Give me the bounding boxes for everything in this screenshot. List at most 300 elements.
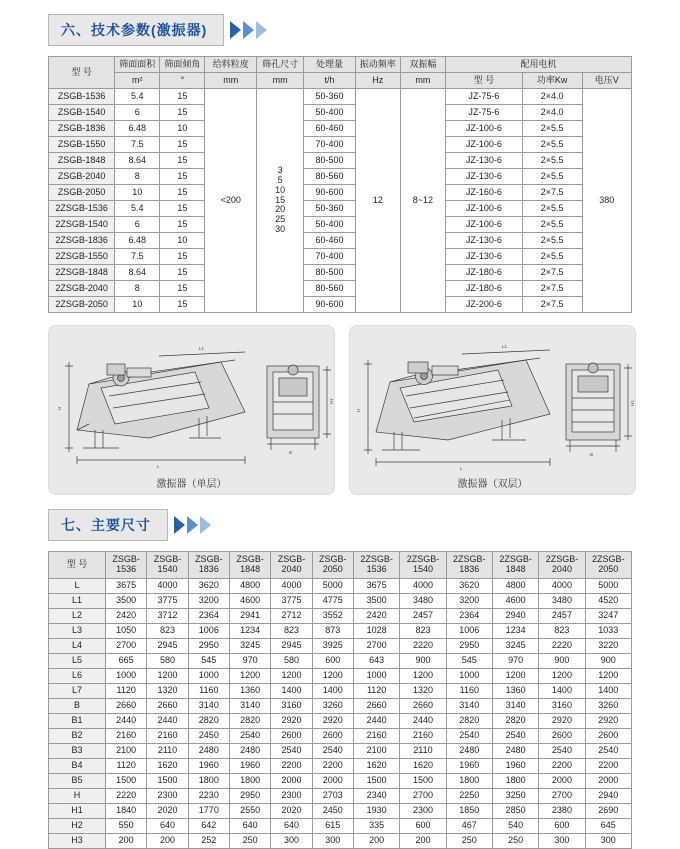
col-header: 2ZSGB-1540 <box>400 552 446 579</box>
unit-capacity: t/h <box>304 73 355 89</box>
cell-dimension: 1360 <box>492 684 538 699</box>
cell-angle: 10 <box>160 233 205 249</box>
table-row <box>49 699 632 714</box>
aperture-15: 15 <box>275 194 286 205</box>
cell-motor-model: JZ-160-6 <box>446 185 523 201</box>
cell-model: ZSGB-1836 <box>49 121 115 137</box>
cell-area: 10 <box>115 185 160 201</box>
cell-capacity: 50-400 <box>304 105 355 121</box>
cell-angle: 15 <box>160 217 205 233</box>
cell-motor-power: 2×5.5 <box>522 201 582 217</box>
row-label: H3 <box>49 834 106 849</box>
cell-dimension: 3260 <box>585 699 631 714</box>
unit-area: m² <box>115 73 160 89</box>
col-header: ZSGB-1536 <box>106 552 147 579</box>
cell-dimension: 1200 <box>492 669 538 684</box>
cell-dimension: 2550 <box>229 804 270 819</box>
cell-motor-model: JZ-130-6 <box>446 233 523 249</box>
cell-dimension: 2600 <box>271 729 312 744</box>
cell-angle: 15 <box>160 89 205 105</box>
col-feed-size: 给料粒度 <box>205 57 256 73</box>
table-row <box>49 804 632 819</box>
cell-dimension: 1800 <box>492 774 538 789</box>
cell-dimension: 2200 <box>271 759 312 774</box>
cell-motor-power: 2×7.5 <box>522 281 582 297</box>
cell-motor-power: 2×5.5 <box>522 217 582 233</box>
cell-dimension: 1000 <box>188 669 229 684</box>
table-row <box>49 789 632 804</box>
cell-dimension: 640 <box>271 819 312 834</box>
cell-dimension: 300 <box>312 834 353 849</box>
cell-dimension: 2480 <box>446 744 492 759</box>
cell-dimension: 3160 <box>539 699 585 714</box>
cell-dimension: 2950 <box>229 789 270 804</box>
col-motor-voltage: 电压V <box>582 73 631 89</box>
cell-capacity: 50-360 <box>304 89 355 105</box>
cell-dimension: 467 <box>446 819 492 834</box>
col-header: ZSGB-1848 <box>229 552 270 579</box>
cell-dimension: 3200 <box>446 594 492 609</box>
row-label: B3 <box>49 744 106 759</box>
cell-dimension: 250 <box>446 834 492 849</box>
table-row <box>49 819 632 834</box>
cell-dimension: 2920 <box>585 714 631 729</box>
cell-aperture-list <box>256 89 303 313</box>
svg-text:L: L <box>460 466 463 471</box>
row-label: H1 <box>49 804 106 819</box>
svg-text:B: B <box>289 450 293 455</box>
cell-dimension: 823 <box>539 624 585 639</box>
svg-text:L1: L1 <box>502 344 508 349</box>
cell-dimension: 3250 <box>492 789 538 804</box>
cell-dimension: 3500 <box>106 594 147 609</box>
cell-dimension: 2920 <box>271 714 312 729</box>
cell-dimension: 1400 <box>539 684 585 699</box>
cell-area: 8.64 <box>115 153 160 169</box>
table-header-row-2 <box>49 73 632 89</box>
cell-dimension: 2920 <box>539 714 585 729</box>
dimensions-body <box>49 579 632 849</box>
row-label: B1 <box>49 714 106 729</box>
table-row <box>49 669 632 684</box>
table-row <box>49 89 632 105</box>
cell-dimension: 545 <box>188 654 229 669</box>
cell-dimension: 1200 <box>539 669 585 684</box>
cell-dimension: 600 <box>400 819 446 834</box>
cell-dimension: 4000 <box>539 579 585 594</box>
cell-dimension: 550 <box>106 819 147 834</box>
cell-dimension: 2450 <box>312 804 353 819</box>
cell-dimension: 4800 <box>492 579 538 594</box>
table-row <box>49 105 632 121</box>
cell-dimension: 2230 <box>188 789 229 804</box>
cell-dimension: 2364 <box>446 609 492 624</box>
cell-dimension: 2457 <box>539 609 585 624</box>
cell-dimension: 2660 <box>106 699 147 714</box>
cell-dimension: 823 <box>400 624 446 639</box>
cell-dimension: 1234 <box>492 624 538 639</box>
row-label: B5 <box>49 774 106 789</box>
cell-dimension: 900 <box>400 654 446 669</box>
col-aperture: 筛孔尺寸 <box>256 57 303 73</box>
cell-dimension: 1120 <box>106 759 147 774</box>
cell-dimension: 2000 <box>539 774 585 789</box>
table-row <box>49 654 632 669</box>
cell-capacity: 90-600 <box>304 185 355 201</box>
cell-area: 7.5 <box>115 249 160 265</box>
figure-row <box>48 325 680 495</box>
cell-dimension: 1200 <box>271 669 312 684</box>
cell-dimension: 3140 <box>492 699 538 714</box>
cell-model: 2ZSGB-1550 <box>49 249 115 265</box>
cell-dimension: 1234 <box>229 624 270 639</box>
row-label: L5 <box>49 654 106 669</box>
cell-dimension: 2600 <box>312 729 353 744</box>
unit-angle: ° <box>160 73 205 89</box>
cell-dimension: 300 <box>271 834 312 849</box>
cell-dimension: 2020 <box>147 804 188 819</box>
section-header-params <box>48 14 680 46</box>
table-row <box>49 684 632 699</box>
cell-dimension: 2540 <box>539 744 585 759</box>
cell-dimension: 2440 <box>147 714 188 729</box>
cell-dimension: 2457 <box>400 609 446 624</box>
cell-dimension: 2340 <box>353 789 399 804</box>
cell-dimension: 2700 <box>400 789 446 804</box>
cell-dimension: 1850 <box>446 804 492 819</box>
cell-dimension: 2941 <box>229 609 270 624</box>
cell-dimension: 2480 <box>188 744 229 759</box>
cell-dimension: 2364 <box>188 609 229 624</box>
cell-dimension: 3775 <box>271 594 312 609</box>
cell-dimension: 2100 <box>353 744 399 759</box>
vibrator-single-deck-drawing <box>49 326 334 476</box>
table-row <box>49 729 632 744</box>
col-header: 2ZSGB-2040 <box>539 552 585 579</box>
cell-dimension: 3200 <box>188 594 229 609</box>
cell-dimension: 2700 <box>353 639 399 654</box>
col-frequency: 振动频率 <box>355 57 400 73</box>
row-label: H2 <box>49 819 106 834</box>
cell-dimension: 2110 <box>400 744 446 759</box>
cell-dimension: 200 <box>400 834 446 849</box>
cell-dimension: 2020 <box>271 804 312 819</box>
cell-dimension: 4000 <box>271 579 312 594</box>
cell-dimension: 823 <box>271 624 312 639</box>
cell-capacity: 80-500 <box>304 153 355 169</box>
col-amplitude: 双振幅 <box>400 57 445 73</box>
cell-dimension: 3245 <box>229 639 270 654</box>
cell-dimension: 3712 <box>147 609 188 624</box>
table-row <box>49 137 632 153</box>
cell-dimension: 1200 <box>229 669 270 684</box>
table-row <box>49 153 632 169</box>
cell-motor-power: 2×5.5 <box>522 121 582 137</box>
figure-single-deck <box>48 325 335 495</box>
cell-dimension: 545 <box>446 654 492 669</box>
cell-feed-size: <200 <box>205 89 256 313</box>
cell-dimension: 1500 <box>400 774 446 789</box>
figure-double-deck <box>349 325 636 495</box>
cell-motor-model: JZ-130-6 <box>446 249 523 265</box>
svg-text:B: B <box>590 452 594 457</box>
cell-dimension: 642 <box>188 819 229 834</box>
svg-text:H: H <box>356 408 361 412</box>
cell-dimension: 2160 <box>400 729 446 744</box>
cell-angle: 15 <box>160 169 205 185</box>
cell-dimension: 580 <box>147 654 188 669</box>
cell-dimension: 970 <box>229 654 270 669</box>
col-header: 2ZSGB-2050 <box>585 552 631 579</box>
cell-dimension: 600 <box>539 819 585 834</box>
cell-area: 6.48 <box>115 233 160 249</box>
cell-dimension: 3500 <box>353 594 399 609</box>
cell-dimension: 873 <box>312 624 353 639</box>
cell-angle: 15 <box>160 281 205 297</box>
cell-dimension: 2420 <box>106 609 147 624</box>
cell-dimension: 200 <box>353 834 399 849</box>
cell-dimension: 4520 <box>585 594 631 609</box>
cell-dimension: 2000 <box>585 774 631 789</box>
cell-model: 2ZSGB-2040 <box>49 281 115 297</box>
cell-dimension: 1620 <box>353 759 399 774</box>
cell-voltage: 380 <box>582 89 631 313</box>
cell-dimension: 2820 <box>188 714 229 729</box>
cell-model: ZSGB-1550 <box>49 137 115 153</box>
aperture-20: 20 <box>275 204 286 215</box>
table-row <box>49 744 632 759</box>
cell-dimension: 2440 <box>400 714 446 729</box>
cell-area: 8 <box>115 169 160 185</box>
cell-dimension: 1960 <box>229 759 270 774</box>
cell-dimension: 1500 <box>106 774 147 789</box>
cell-model: ZSGB-1540 <box>49 105 115 121</box>
cell-dimension: 1000 <box>446 669 492 684</box>
cell-dimension: 2660 <box>147 699 188 714</box>
table-row <box>49 834 632 849</box>
cell-motor-power: 2×4.0 <box>522 89 582 105</box>
cell-motor-model: JZ-200-6 <box>446 297 523 313</box>
col-header: 2ZSGB-1848 <box>492 552 538 579</box>
section-header-dims <box>48 509 680 541</box>
cell-dimension: 1320 <box>147 684 188 699</box>
cell-model: ZSGB-1848 <box>49 153 115 169</box>
table-row <box>49 297 632 313</box>
cell-dimension: 2540 <box>312 744 353 759</box>
cell-dimension: 1120 <box>106 684 147 699</box>
table-row <box>49 249 632 265</box>
params-table <box>48 56 632 313</box>
row-label: B2 <box>49 729 106 744</box>
unit-amplitude: mm <box>400 73 445 89</box>
cell-angle: 15 <box>160 249 205 265</box>
cell-angle: 15 <box>160 265 205 281</box>
table-row <box>49 639 632 654</box>
cell-dimension: 1000 <box>353 669 399 684</box>
cell-dimension: 2660 <box>353 699 399 714</box>
cell-dimension: 2540 <box>585 744 631 759</box>
cell-dimension: 252 <box>188 834 229 849</box>
col-header: ZSGB-1836 <box>188 552 229 579</box>
row-label: L1 <box>49 594 106 609</box>
cell-model: 2ZSGB-1540 <box>49 217 115 233</box>
cell-dimension: 1400 <box>585 684 631 699</box>
col-angle: 筛面倾角 <box>160 57 205 73</box>
cell-dimension: 2420 <box>353 609 399 624</box>
cell-dimension: 3140 <box>188 699 229 714</box>
table-row <box>49 579 632 594</box>
cell-dimension: 2250 <box>446 789 492 804</box>
cell-angle: 10 <box>160 121 205 137</box>
cell-dimension: 3620 <box>446 579 492 594</box>
cell-motor-model: JZ-100-6 <box>446 201 523 217</box>
arrow-decoration-icon <box>172 516 211 534</box>
cell-model: 2ZSGB-1536 <box>49 201 115 217</box>
col-capacity: 处理量 <box>304 57 355 73</box>
cell-capacity: 80-500 <box>304 265 355 281</box>
cell-motor-power: 2×4.0 <box>522 105 582 121</box>
aperture-10: 10 <box>275 184 286 195</box>
unit-frequency: Hz <box>355 73 400 89</box>
row-label: B4 <box>49 759 106 774</box>
cell-dimension: 1120 <box>353 684 399 699</box>
cell-dimension: 1033 <box>585 624 631 639</box>
cell-motor-power: 2×5.5 <box>522 233 582 249</box>
cell-motor-power: 2×5.5 <box>522 153 582 169</box>
cell-area: 8.64 <box>115 265 160 281</box>
cell-dimension: 250 <box>492 834 538 849</box>
cell-model: 2ZSGB-1836 <box>49 233 115 249</box>
cell-capacity: 70-400 <box>304 137 355 153</box>
cell-dimension: 1320 <box>400 684 446 699</box>
col-header: 2ZSGB-1836 <box>446 552 492 579</box>
cell-angle: 15 <box>160 105 205 121</box>
cell-motor-power: 2×7.5 <box>522 265 582 281</box>
cell-angle: 15 <box>160 153 205 169</box>
col-header: ZSGB-1540 <box>147 552 188 579</box>
table-row <box>49 609 632 624</box>
cell-angle: 15 <box>160 201 205 217</box>
cell-motor-model: JZ-180-6 <box>446 281 523 297</box>
cell-dimension: 2450 <box>188 729 229 744</box>
cell-dimension: 4600 <box>229 594 270 609</box>
cell-dimension: 2300 <box>400 804 446 819</box>
cell-angle: 15 <box>160 297 205 313</box>
cell-dimension: 1000 <box>106 669 147 684</box>
cell-dimension: 3775 <box>147 594 188 609</box>
cell-dimension: 2940 <box>585 789 631 804</box>
vibrator-double-deck-drawing <box>350 326 635 476</box>
table-row <box>49 774 632 789</box>
cell-dimension: 3160 <box>271 699 312 714</box>
cell-dimension: 2820 <box>492 714 538 729</box>
cell-dimension: 1800 <box>229 774 270 789</box>
cell-motor-power: 2×7.5 <box>522 185 582 201</box>
cell-dimension: 2000 <box>312 774 353 789</box>
cell-dimension: 1500 <box>147 774 188 789</box>
table-row <box>49 233 632 249</box>
cell-motor-model: JZ-75-6 <box>446 89 523 105</box>
cell-dimension: 600 <box>312 654 353 669</box>
cell-dimension: 300 <box>585 834 631 849</box>
col-motor-power: 功率Kw <box>522 73 582 89</box>
row-label: B <box>49 699 106 714</box>
cell-dimension: 2440 <box>106 714 147 729</box>
cell-dimension: 3675 <box>106 579 147 594</box>
cell-dimension: 615 <box>312 819 353 834</box>
cell-dimension: 1770 <box>188 804 229 819</box>
cell-dimension: 640 <box>147 819 188 834</box>
cell-capacity: 50-400 <box>304 217 355 233</box>
table-row <box>49 169 632 185</box>
col-header: ZSGB-2050 <box>312 552 353 579</box>
cell-dimension: 2820 <box>229 714 270 729</box>
table-row <box>49 121 632 137</box>
table-row <box>49 201 632 217</box>
svg-text:L1: L1 <box>199 346 205 351</box>
row-label: L6 <box>49 669 106 684</box>
cell-dimension: 2100 <box>106 744 147 759</box>
cell-area: 10 <box>115 297 160 313</box>
svg-text:H1: H1 <box>329 398 334 404</box>
cell-dimension: 2440 <box>353 714 399 729</box>
cell-dimension: 1050 <box>106 624 147 639</box>
cell-dimension: 540 <box>492 819 538 834</box>
row-label: L4 <box>49 639 106 654</box>
col-model: 型 号 <box>49 57 115 89</box>
cell-motor-power: 2×5.5 <box>522 249 582 265</box>
cell-dimension: 2945 <box>271 639 312 654</box>
cell-area: 6 <box>115 105 160 121</box>
cell-dimension: 2690 <box>585 804 631 819</box>
cell-dimension: 4800 <box>229 579 270 594</box>
cell-frequency: 12 <box>355 89 400 313</box>
cell-dimension: 1620 <box>147 759 188 774</box>
cell-dimension: 900 <box>539 654 585 669</box>
corner-label: 型 号 <box>49 552 106 579</box>
section-title-params: 六、技术参数(激振器) <box>48 14 224 46</box>
cell-dimension: 1400 <box>271 684 312 699</box>
cell-dimension: 200 <box>106 834 147 849</box>
cell-dimension: 2220 <box>106 789 147 804</box>
cell-dimension: 1160 <box>446 684 492 699</box>
cell-dimension: 1400 <box>312 684 353 699</box>
cell-area: 8 <box>115 281 160 297</box>
cell-dimension: 2300 <box>147 789 188 804</box>
cell-dimension: 1960 <box>188 759 229 774</box>
cell-motor-model: JZ-100-6 <box>446 137 523 153</box>
cell-dimension: 1028 <box>353 624 399 639</box>
cell-dimension: 2700 <box>539 789 585 804</box>
cell-dimension: 1200 <box>585 669 631 684</box>
svg-text:H1: H1 <box>630 400 635 406</box>
aperture-30: 30 <box>275 224 286 235</box>
cell-capacity: 90-600 <box>304 297 355 313</box>
cell-dimension: 3220 <box>585 639 631 654</box>
row-label: L3 <box>49 624 106 639</box>
cell-dimension: 900 <box>585 654 631 669</box>
cell-dimension: 3260 <box>312 699 353 714</box>
cell-motor-model: JZ-130-6 <box>446 153 523 169</box>
cell-motor-model: JZ-100-6 <box>446 121 523 137</box>
cell-dimension: 1620 <box>400 759 446 774</box>
cell-dimension: 2700 <box>106 639 147 654</box>
cell-motor-model: JZ-180-6 <box>446 265 523 281</box>
cell-dimension: 1930 <box>353 804 399 819</box>
cell-dimension: 2940 <box>492 609 538 624</box>
cell-dimension: 2600 <box>585 729 631 744</box>
cell-dimension: 2000 <box>271 774 312 789</box>
